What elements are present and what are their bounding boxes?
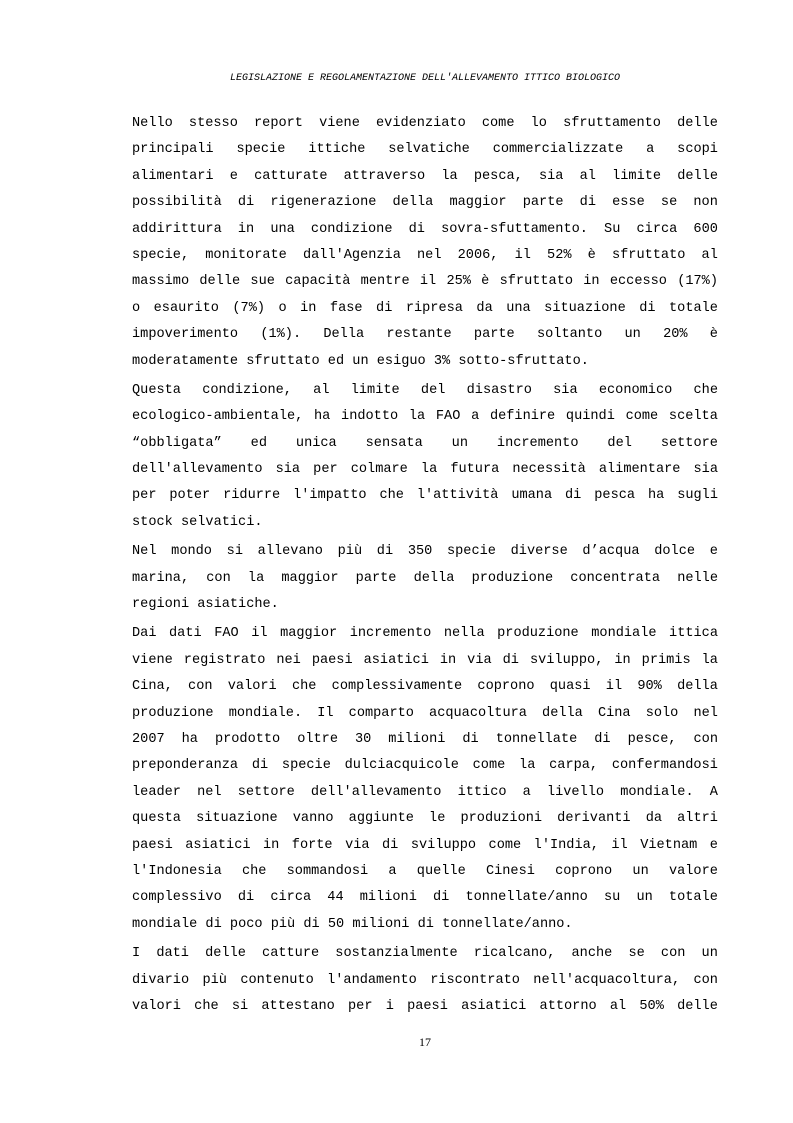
- text-line: I dati delle catture sostanzialmente ricalcano, anche se con un: [132, 946, 718, 962]
- text-line: Nel mondo si allevano più di 350 specie diverse d’acqua dolce e: [132, 544, 718, 560]
- paragraph: [132, 941, 718, 1020]
- text-line: principali specie ittiche selvatiche commercializzate a scopi: [132, 142, 718, 158]
- body-text: [132, 111, 718, 1020]
- text-line: 2007 ha prodotto oltre 30 milioni di tonnellate di pesce, con: [132, 731, 718, 747]
- text-line: valori che si attestano per i paesi asiatici attorno al 50% delle: [132, 998, 718, 1014]
- text-line: complessivo di circa 44 milioni di tonnellate/anno su un totale: [132, 890, 718, 906]
- text-line: impoverimento (1%). Della restante parte soltanto un 20% è: [132, 327, 718, 343]
- text-line: massimo delle sue capacità mentre il 25% è sfruttato in eccesso (17%): [132, 274, 718, 290]
- paragraph: [132, 539, 718, 618]
- text-line: regioni asiatiche.: [132, 597, 279, 613]
- text-line: mondiale di poco più di 50 milioni di tonnellate/anno.: [132, 916, 573, 932]
- text-line: questa situazione vanno aggiunte le produzioni derivanti da altri: [132, 811, 718, 827]
- text-line: paesi asiatici in forte via di sviluppo come l'India, il Vietnam e: [132, 837, 718, 853]
- page-number: 17: [419, 1035, 431, 1049]
- text-line: alimentari e catturate attraverso la pesca, sia al limite delle: [132, 168, 718, 184]
- text-line: “obbligata” ed unica sensata un incremento del settore: [132, 435, 718, 451]
- text-line: Questa condizione, al limite del disastro sia economico che: [132, 382, 718, 398]
- text-line: produzione mondiale. Il comparto acquacoltura della Cina solo nel: [132, 705, 718, 721]
- text-line: leader nel settore dell'allevamento ittico a livello mondiale. A: [132, 784, 718, 800]
- text-line: per poter ridurre l'impatto che l'attività umana di pesca ha sugli: [132, 488, 718, 504]
- text-line: l'Indonesia che sommandosi a quelle Cinesi coprono un valore: [132, 863, 718, 879]
- text-line: ecologico-ambientale, ha indotto la FAO a definire quindi come scelta: [132, 409, 718, 425]
- text-line: moderatamente sfruttato ed un esiguo 3% sotto-sfruttato.: [132, 353, 589, 369]
- text-line: Nello stesso report viene evidenziato come lo sfruttamento delle: [132, 116, 718, 131]
- text-line: addirittura in una condizione di sovra-sfuttamento. Su circa 600: [132, 221, 718, 237]
- text-line: marina, con la maggior parte della produzione concentrata nelle: [132, 570, 718, 586]
- paragraph: [132, 378, 718, 536]
- text-line: stock selvatici.: [132, 514, 263, 530]
- text-line: specie, monitorate dall'Agenzia nel 2006, il 52% è sfruttato al: [132, 247, 718, 263]
- text-line: viene registrato nei paesi asiatici in via di sviluppo, in primis la: [132, 652, 718, 668]
- text-line: dell'allevamento sia per colmare la futura necessità alimentare sia: [132, 462, 718, 478]
- text-line: Dai dati FAO il maggior incremento nella produzione mondiale ittica: [132, 626, 718, 642]
- running-header: LEGISLAZIONE E REGOLAMENTAZIONE DELL'ALLEVAMENTO ITTICO BIOLOGICO: [229, 73, 621, 84]
- text-line: possibilità di rigenerazione della maggior parte di esse se non: [132, 195, 718, 211]
- text-line: preponderanza di specie dulciacquicole come la carpa, confermandosi: [132, 758, 718, 774]
- text-line: divario più contenuto l'andamento riscontrato nell'acquacoltura, con: [132, 972, 718, 988]
- text-line: Cina, con valori che complessivamente coprono quasi il 90% della: [132, 679, 718, 695]
- paragraph: [132, 111, 718, 375]
- paragraph: [132, 621, 718, 938]
- text-line: o esaurito (7%) o in fase di ripresa da una situazione di totale: [132, 300, 718, 316]
